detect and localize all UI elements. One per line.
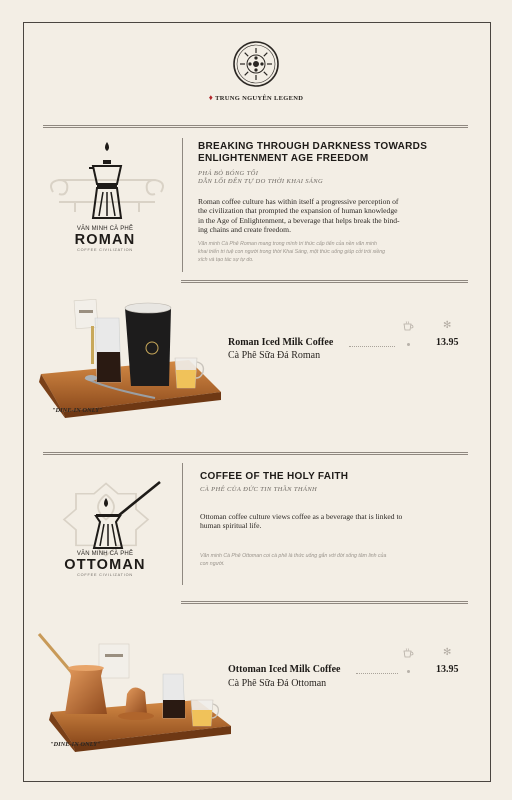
viet-description-line: Văn minh Cà Phê Ottoman coi cà phê là thức uống gắn với đời sống tâm linh của xyxy=(200,553,387,559)
viet-description-line: xích và tạo tác sự tự do. xyxy=(198,257,254,264)
section-divider xyxy=(181,280,468,283)
viet-description-line: con người. xyxy=(200,561,225,568)
viet-title-line: PHÁ BỎ BÓNG TỐI xyxy=(198,170,259,177)
ottoman-civilization-logo xyxy=(55,551,155,577)
civ-subtitle: COFFEE CIVILIZATION xyxy=(77,248,133,252)
dine-in-note: "DINE-IN ONLY" xyxy=(50,741,101,748)
section-title-line: ENLIGHTENMENT AGE FREEDOM xyxy=(198,153,369,164)
civ-name: ROMAN xyxy=(74,232,136,248)
section-divider xyxy=(181,601,468,604)
item-leader-dots xyxy=(356,673,398,674)
ottoman-coffee-set-image xyxy=(33,628,231,752)
section-title-line: BREAKING THROUGH DARKNESS TOWARDS xyxy=(198,141,428,152)
section-description xyxy=(200,512,468,531)
item-viet-name: Cà Phê Sữa Đá Roman xyxy=(228,350,321,361)
moka-pot-icon xyxy=(87,142,127,224)
snowflake-icon: ✻ xyxy=(443,320,452,331)
section-divider xyxy=(43,125,468,128)
brand-mark-icon: ♦ xyxy=(208,93,214,102)
description-line: Ottoman coffee culture views coffee as a beverage that is linked to xyxy=(200,512,403,521)
section-viet-title xyxy=(198,170,323,186)
description-line: Roman coffee culture has within itself a progressive perception of xyxy=(198,197,399,206)
item-price: 13.95 xyxy=(436,664,459,675)
civ-prefix: VĂN MINH CÀ PHÊ xyxy=(76,226,134,232)
civ-name: OTTOMAN xyxy=(64,557,146,573)
section-title xyxy=(198,141,427,165)
brand-name xyxy=(0,93,512,102)
section-viet-description xyxy=(200,552,468,568)
roman-coffee-set-image xyxy=(35,296,225,418)
hot-cup-icon xyxy=(402,321,414,331)
section-divider xyxy=(43,452,468,455)
item-price: 13.95 xyxy=(436,337,459,348)
description-line: ing chains and create freedom. xyxy=(198,224,291,234)
hot-availability-dot xyxy=(407,343,410,346)
dine-in-note: "DINE-IN ONLY" xyxy=(52,407,103,414)
section-viet-description xyxy=(198,240,466,265)
civ-subtitle: COFFEE CIVILIZATION xyxy=(77,573,133,577)
viet-description-line: khai triển tri tuệ con người trong thời Khai Sáng, một thức uống giúp cởi trói xiềng xyxy=(198,249,385,256)
trung-nguyen-emblem-icon xyxy=(232,40,280,88)
section-title: COFFEE OF THE HOLY FAITH xyxy=(200,471,349,482)
description-line: the civilization that prompted the expansion of human knowledge xyxy=(198,206,398,216)
item-name: Ottoman Iced Milk Coffee xyxy=(228,664,341,675)
item-leader-dots xyxy=(349,346,395,347)
item-viet-name: Cà Phê Sữa Đá Ottoman xyxy=(228,678,327,689)
viet-title-line: DẪN LỐI ĐẾN TỰ DO THỜI KHAI SÁNG xyxy=(198,178,324,185)
vertical-divider xyxy=(182,138,183,272)
description-line: in the Age of Enlightenment, a beverage that helps break the bind- xyxy=(198,215,400,225)
snowflake-icon: ✻ xyxy=(443,647,452,658)
brand-name-label: TRUNG NGUYÊN LEGEND xyxy=(215,95,304,102)
roman-civilization-logo xyxy=(60,226,150,252)
civ-prefix: VĂN MINH CÀ PHÊ xyxy=(76,551,134,557)
section-description xyxy=(198,197,466,234)
turkish-cezve-icon xyxy=(90,476,164,554)
viet-description-line: Văn minh Cà Phê Roman mang trong mình tri thức cấp tiến của nền văn minh xyxy=(198,241,377,247)
section-viet-title: CÀ PHÊ CỦA ĐỨC TIN THẦN THÁNH xyxy=(200,486,318,493)
item-name: Roman Iced Milk Coffee xyxy=(228,337,334,348)
hot-cup-icon xyxy=(402,648,414,658)
hot-availability-dot xyxy=(407,670,410,673)
description-line: human spiritual life. xyxy=(200,521,262,531)
vertical-divider xyxy=(182,463,183,585)
